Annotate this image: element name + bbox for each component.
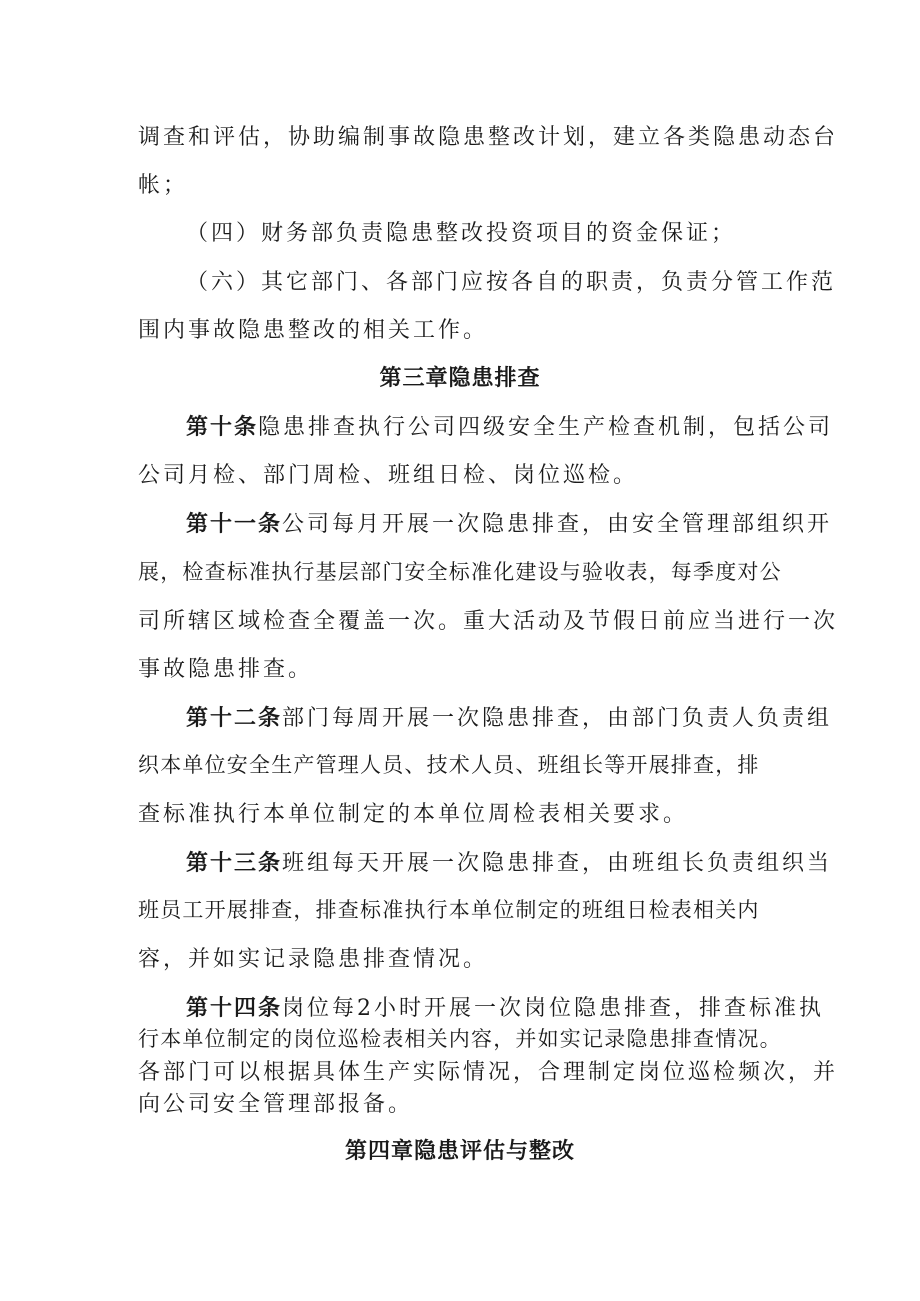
chapter-4-heading: 第四章隐患评估与整改 [344, 1139, 575, 1164]
article-13-line [0, 846, 920, 877]
body-line: 调查和评估，协助编制事故隐患整改计划，建立各类隐患动态台 [138, 125, 839, 150]
article-10-line [0, 410, 920, 441]
article-11-line: 司所辖区域检查全覆盖一次。重大活动及节假日前应当进行一次 [138, 609, 839, 634]
article-14-label: 第十四条 [186, 995, 283, 1021]
article-11-label: 第十一条 [186, 511, 283, 537]
article-12-line: 织本单位安全生产管理人员、技术人员、班组长等开展排查，排 [138, 753, 760, 777]
article-10-text: 隐患排查执行公司四级安全生产检查机制，包括公司 [258, 415, 834, 440]
article-14-line: 行本单位制定的岗位巡检表相关内容，并如实记录隐患排查情况。 [138, 1027, 782, 1051]
chapter-3-heading: 第三章隐患排查 [379, 366, 541, 391]
article-14-line: 各部门可以根据具体生产实际情况，合理制定岗位巡检频次，并 [138, 1060, 839, 1085]
article-14-line [0, 991, 920, 1022]
article-14-line: 向公司安全管理部报备。 [138, 1092, 414, 1117]
article-11-line: 展，检查标准执行基层部门安全标准化建设与验收表，每季度对公 [138, 560, 782, 584]
article-13-text: 班组每天开展一次隐患排查，由班组长负责组织当 [282, 851, 833, 876]
article-11-line [0, 507, 920, 538]
body-line: 围内事故隐患整改的相关工作。 [138, 318, 489, 343]
article-14-text: 岗位每2小时开展一次岗位隐患排查，排查标准执 [282, 996, 825, 1021]
article-12-line: 查标准执行本单位制定的本单位周检表相关要求。 [138, 802, 689, 827]
article-11-text: 公司每月开展一次隐患排查，由安全管理部组织开 [282, 512, 833, 537]
article-10-line: 公司月检、部门周检、班组日检、岗位巡检。 [138, 463, 639, 488]
body-line: 帐； [138, 173, 189, 198]
article-13-line: 容，并如实记录隐患排查情况。 [138, 947, 489, 972]
article-10-label: 第十条 [186, 414, 259, 440]
article-12-line [0, 701, 920, 732]
article-13-line: 班员工开展排查，排查标准执行本单位制定的班组日检表相关内 [138, 898, 760, 922]
body-line: （六）其它部门、各部门应按各自的职责，负责分管工作范 [186, 270, 837, 295]
article-11-line: 事故隐患排查。 [138, 657, 314, 682]
article-13-label: 第十三条 [186, 850, 283, 876]
body-line: （四）财务部负责隐患整改投资项目的资金保证； [186, 221, 737, 246]
article-12-text: 部门每周开展一次隐患排查，由部门负责人负责组 [282, 706, 833, 731]
article-12-label: 第十二条 [186, 705, 283, 731]
